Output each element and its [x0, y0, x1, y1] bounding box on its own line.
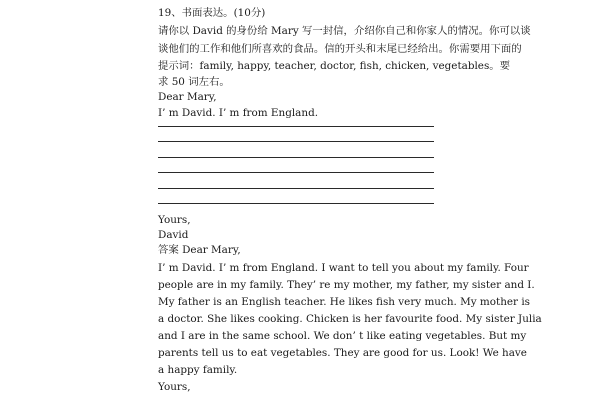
answer-line-4: a doctor. She likes cooking. Chicken is her favourite food. My sister Julia: [158, 313, 542, 325]
writing-line-2: [158, 141, 434, 142]
writing-line-4: [158, 172, 434, 173]
answer-line-6: parents tell us to eat vegetables. They are good for us. Look! We have: [158, 347, 527, 359]
letter-intro: I’ m David. I’ m from England.: [158, 107, 319, 119]
writing-line-6: [158, 203, 434, 204]
writing-line-5: [158, 188, 434, 189]
question-title: 19、书面表达。(10分): [158, 7, 266, 19]
answer-line-5: and I are in the same school. We don’ t like eating vegetables. But my: [158, 330, 527, 342]
answer-line-2: people are in my family. They’ re my mother, my father, my sister and I.: [158, 279, 535, 291]
prompt-line-2: 谈他们的工作和他们所喜欢的食品。信的开头和末尾已经给出。你需要用下面的: [158, 43, 522, 55]
answer-line-7: a happy family.: [158, 364, 238, 376]
letter-greeting: Dear Mary,: [158, 91, 217, 103]
writing-line-3: [158, 157, 434, 158]
letter-closing: Yours,: [158, 214, 191, 226]
answer-line-3: My father is an English teacher. He likes fish very much. My mother is: [158, 296, 530, 308]
prompt-line-4: 求 50 词左右。: [158, 76, 230, 88]
answer-header: 答案 Dear Mary,: [158, 244, 241, 256]
prompt-line-1: 请你以 David 的身份给 Mary 写一封信，介绍你自己和你家人的情况。你可以谈: [158, 25, 531, 37]
prompt-line-3: 提示词：family, happy, teacher, doctor, fish, chicken, vegetables。要: [158, 60, 511, 72]
answer-line-1: I’ m David. I’ m from England. I want to tell you about my family. Four: [158, 262, 529, 274]
writing-line-1: [158, 126, 434, 127]
answer-closing: Yours,: [158, 381, 191, 393]
letter-signature: David: [158, 229, 189, 241]
